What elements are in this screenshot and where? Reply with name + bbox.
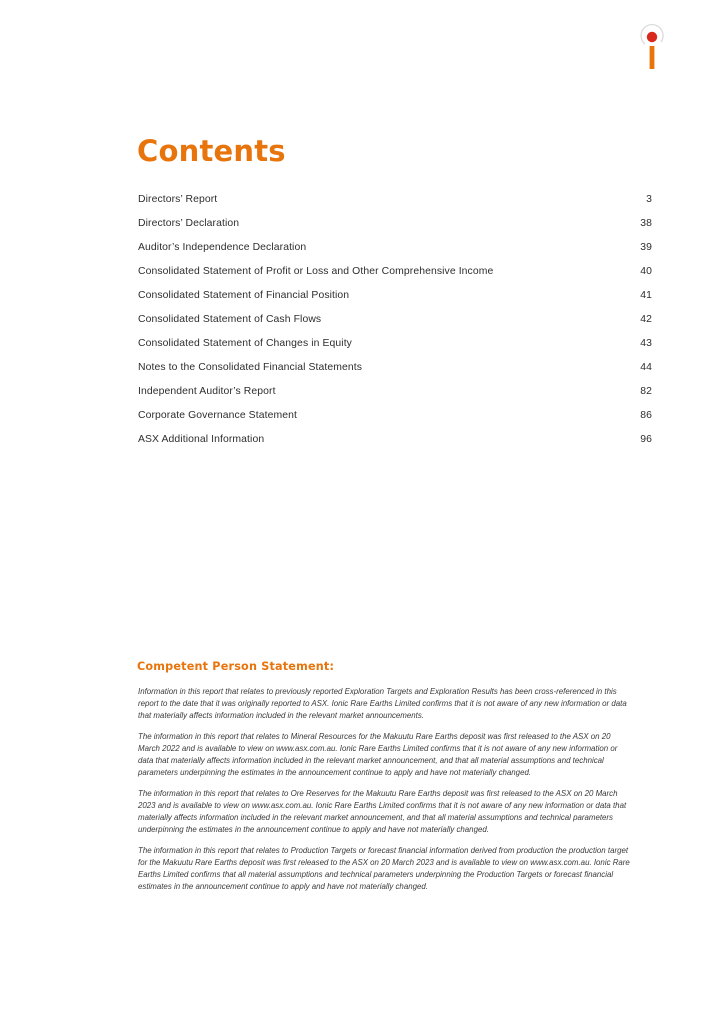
statement-paragraph: The information in this report that relates to Ore Reserves for the Makuutu Rare Earths deposit was first released to the ASX on 20 March 2023 and is available to view on www.asx.com.au. Ionic Rare Earths Limited confirms that it is not aware of any new information or data that materially affects information included in the relevant market announcement, and that all material assumptions and technical parameters underpinning the estimates in the announcement continue to apply and have not materially changed.	[138, 789, 627, 835]
toc-entry-label: ASX Additional Information	[138, 434, 265, 445]
toc-entry[interactable]	[138, 266, 652, 290]
toc-entry[interactable]	[138, 194, 652, 218]
toc-entry[interactable]	[138, 434, 652, 458]
statement-paragraph: Information in this report that relates to previously reported Exploration Targets and Exploration Results has been cross-referenced in this report to the date that it was originally reported to ASX. Ionic Rare Earths Limited confirms that it is not aware of any new information or data that materially affects information included in the relevant market announcements.	[138, 687, 627, 720]
toc-entry[interactable]	[138, 362, 652, 386]
ionic-logo-icon	[636, 22, 668, 72]
statement-paragraph: The information in this report that relates to Production Targets or forecast financial information derived from production the production target for the Makuutu Rare Earths deposit was first released to the ASX on 20 March 2023 and is available to view on www.asx.com.au. Ionic Rare Earths Limited confirms that all material assumptions and technical parameters underpinning the Production Targets or forecast financial estimates in the announcement continue to apply and have not materially changed.	[138, 846, 630, 892]
statement-paragraph: The information in this report that relates to Mineral Resources for the Makuutu Rare Earths deposit was first released to the ASX on 20 March 2022 and is available to view on www.asx.com.au. Ionic Rare Earths Limited confirms that it is not aware of any new information or data that materially affects information included in the relevant market announcement, and that all material assumptions and technical parameters underpinning the estimates in the announcement continue to apply and have not materially changed.	[138, 732, 618, 777]
toc-entry-page: 42	[640, 314, 652, 325]
toc-entry-page: 3	[646, 194, 652, 205]
toc-entry-page: 82	[640, 386, 652, 397]
toc-entry[interactable]	[138, 218, 652, 242]
toc-entry-label: Directors’ Report	[138, 194, 218, 205]
toc-entry-page: 38	[640, 218, 652, 229]
toc-entry-page: 40	[640, 266, 652, 277]
toc-entry-label: Consolidated Statement of Financial Position	[138, 290, 350, 301]
toc-entry-label: Consolidated Statement of Profit or Loss and Other Comprehensive Income	[138, 266, 494, 277]
toc-entry[interactable]	[138, 386, 652, 410]
page-title: Contents	[137, 134, 286, 168]
table-of-contents	[138, 194, 652, 458]
toc-entry-page: 39	[640, 242, 652, 253]
toc-entry-label: Consolidated Statement of Cash Flows	[138, 314, 322, 325]
toc-entry[interactable]	[138, 290, 652, 314]
toc-entry-label: Corporate Governance Statement	[138, 410, 297, 421]
toc-entry-label: Auditor’s Independence Declaration	[138, 242, 307, 253]
toc-entry-label: Consolidated Statement of Changes in Equity	[138, 338, 352, 349]
competent-person-statement	[138, 686, 634, 903]
toc-entry-label: Notes to the Consolidated Financial Statements	[138, 362, 363, 373]
competent-person-heading: Competent Person Statement:	[137, 660, 335, 673]
toc-entry[interactable]	[138, 242, 652, 266]
toc-entry-page: 96	[640, 434, 652, 445]
toc-entry-page: 44	[640, 362, 652, 373]
toc-entry-page: 86	[640, 410, 652, 421]
toc-entry-page: 43	[640, 338, 652, 349]
toc-entry-page: 41	[640, 290, 652, 301]
toc-entry[interactable]	[138, 314, 652, 338]
toc-entry-label: Independent Auditor’s Report	[138, 386, 276, 397]
toc-entry[interactable]	[138, 410, 652, 434]
toc-entry-label: Directors’ Declaration	[138, 218, 240, 229]
toc-entry[interactable]	[138, 338, 652, 362]
